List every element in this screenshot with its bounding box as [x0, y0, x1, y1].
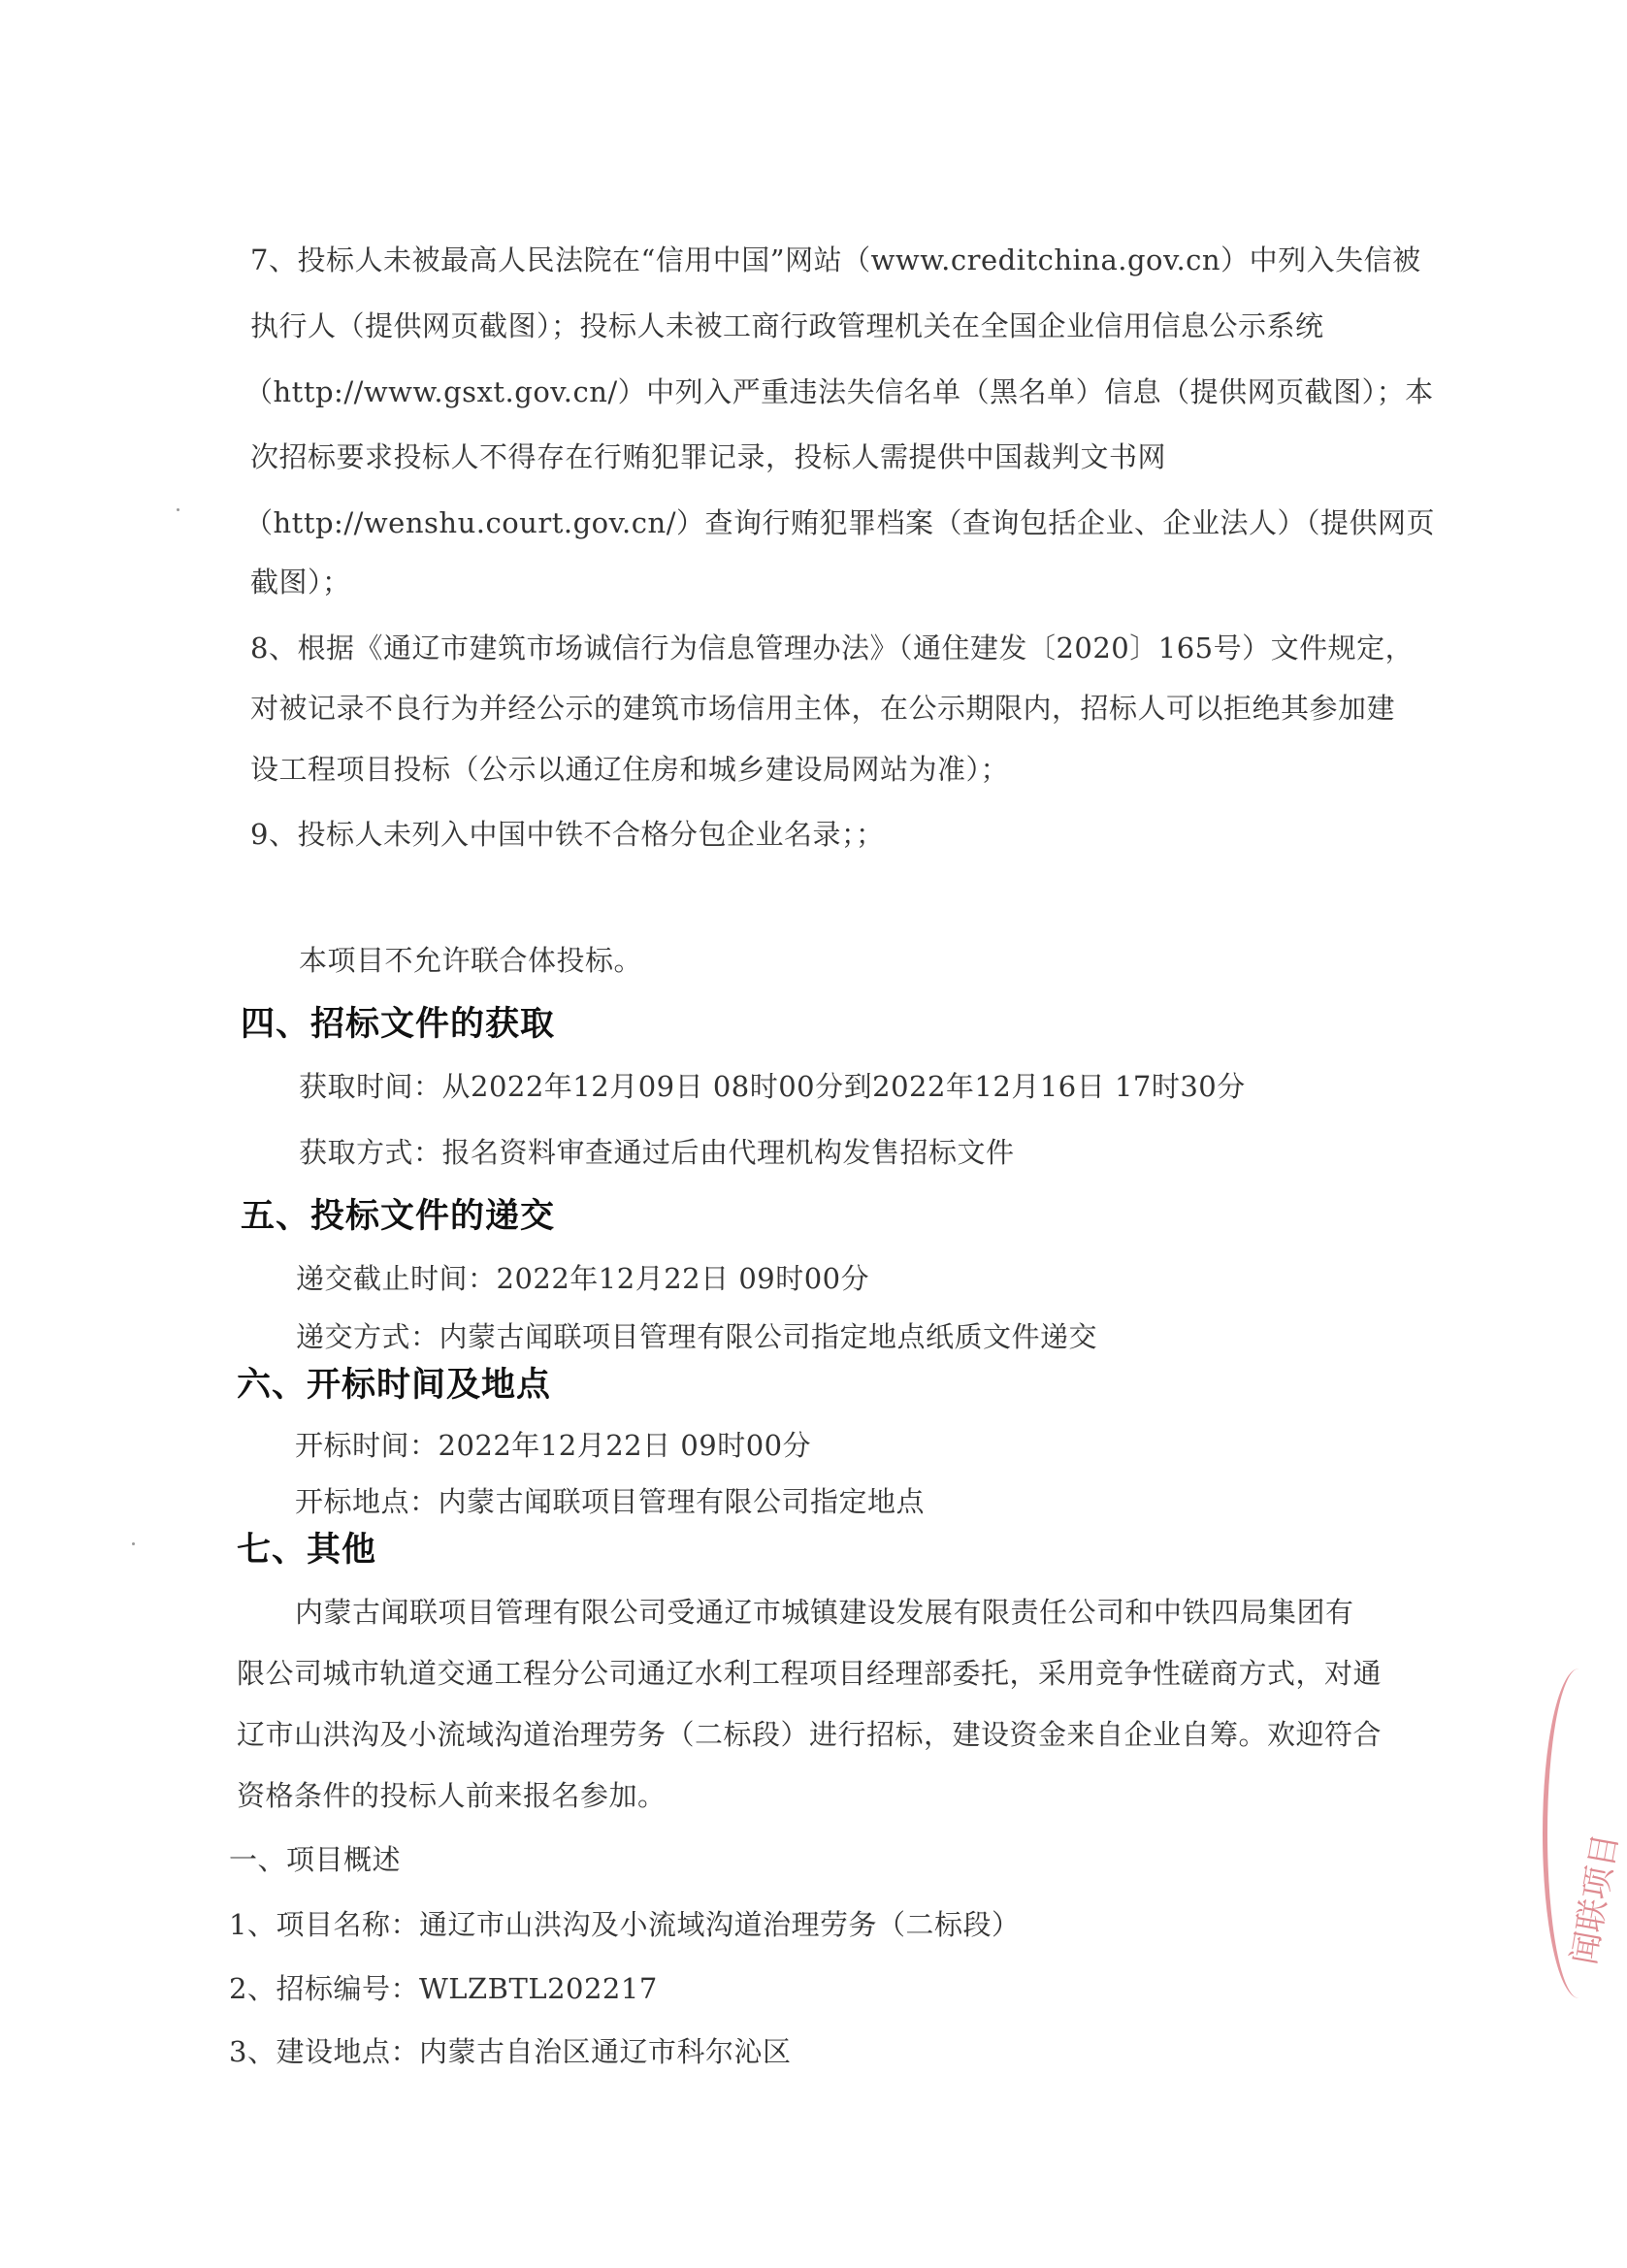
construction-location: 3、建设地点：内蒙古自治区通辽市科尔沁区	[229, 2035, 792, 2068]
other-paragraph-line-3: 辽市山洪沟及小流域沟道治理劳务（二标段）进行招标，建设资金来自企业自筹。欢迎符合	[237, 1718, 1383, 1751]
opening-location: 开标地点：内蒙古闻联项目管理有限公司指定地点	[295, 1485, 926, 1518]
requirement-7-line-1: 7、投标人未被最高人民法院在“信用中国”网站（www.creditchina.gov.cn）中列入失信被	[250, 243, 1421, 276]
submission-deadline: 递交截止时间：2022年12月22日 09时00分	[296, 1262, 870, 1295]
other-paragraph-line-4: 资格条件的投标人前来报名参加。	[237, 1779, 667, 1812]
project-name: 1、项目名称：通辽市山洪沟及小流域沟道治理劳务（二标段）	[229, 1908, 1021, 1941]
opening-time: 开标时间：2022年12月22日 09时00分	[295, 1429, 812, 1462]
scan-speck	[177, 508, 179, 511]
requirement-9: 9、投标人未列入中国中铁不合格分包企业名录；；	[250, 818, 885, 851]
requirement-7-line-6: 截图）；	[250, 566, 351, 599]
requirement-7-line-3: （http://www.gsxt.gov.cn/）中列入严重违法失信名单（黑名单）信息（提供网页截图）；本	[244, 375, 1434, 408]
requirement-7-line-2: 执行人（提供网页截图）；投标人未被工商行政管理机关在全国企业信用信息公示系统	[250, 309, 1324, 342]
acquire-time: 获取时间：从2022年12月09日 08时00分到2022年12月16日 17时30分	[299, 1070, 1246, 1103]
other-paragraph-line-2: 限公司城市轨道交通工程分公司通辽水利工程项目经理部委托，采用竞争性磋商方式，对通	[237, 1657, 1383, 1690]
requirement-7-line-4: 次招标要求投标人不得存在行贿犯罪记录，投标人需提供中国裁判文书网	[250, 440, 1167, 473]
section-7-heading: 七、其他	[237, 1531, 377, 1570]
company-seal	[1543, 1669, 1626, 1998]
section-4-heading: 四、招标文件的获取	[241, 1005, 556, 1044]
requirement-8-line-1: 8、根据《通辽市建筑市场诚信行为信息管理办法》（通住建发〔2020〕165号）文件规定，	[250, 632, 1415, 664]
requirement-7-line-5: （http://wenshu.court.gov.cn/）查询行贿犯罪档案（查询包括企业、企业法人）（提供网页	[244, 506, 1435, 539]
consortium-statement: 本项目不允许联合体投标。	[299, 944, 643, 977]
section-5-heading: 五、投标文件的递交	[241, 1197, 556, 1236]
tender-number: 2、招标编号：WLZBTL202217	[229, 1972, 658, 2005]
seal-text: 闻联项目	[1564, 1831, 1626, 1968]
scan-speck	[132, 1542, 135, 1545]
requirement-8-line-3: 设工程项目投标（公示以通辽住房和城乡建设局网站为准）；	[250, 753, 1010, 786]
section-6-heading: 六、开标时间及地点	[237, 1366, 552, 1405]
acquire-method: 获取方式：报名资料审查通过后由代理机构发售招标文件	[299, 1136, 1015, 1169]
submission-method: 递交方式：内蒙古闻联项目管理有限公司指定地点纸质文件递交	[296, 1320, 1098, 1353]
other-paragraph-line-1: 内蒙古闻联项目管理有限公司受通辽市城镇建设发展有限责任公司和中铁四局集团有	[295, 1596, 1354, 1629]
requirement-8-line-2: 对被记录不良行为并经公示的建筑市场信用主体，在公示期限内，招标人可以拒绝其参加建	[250, 692, 1396, 725]
project-overview-heading: 一、项目概述	[229, 1843, 402, 1876]
